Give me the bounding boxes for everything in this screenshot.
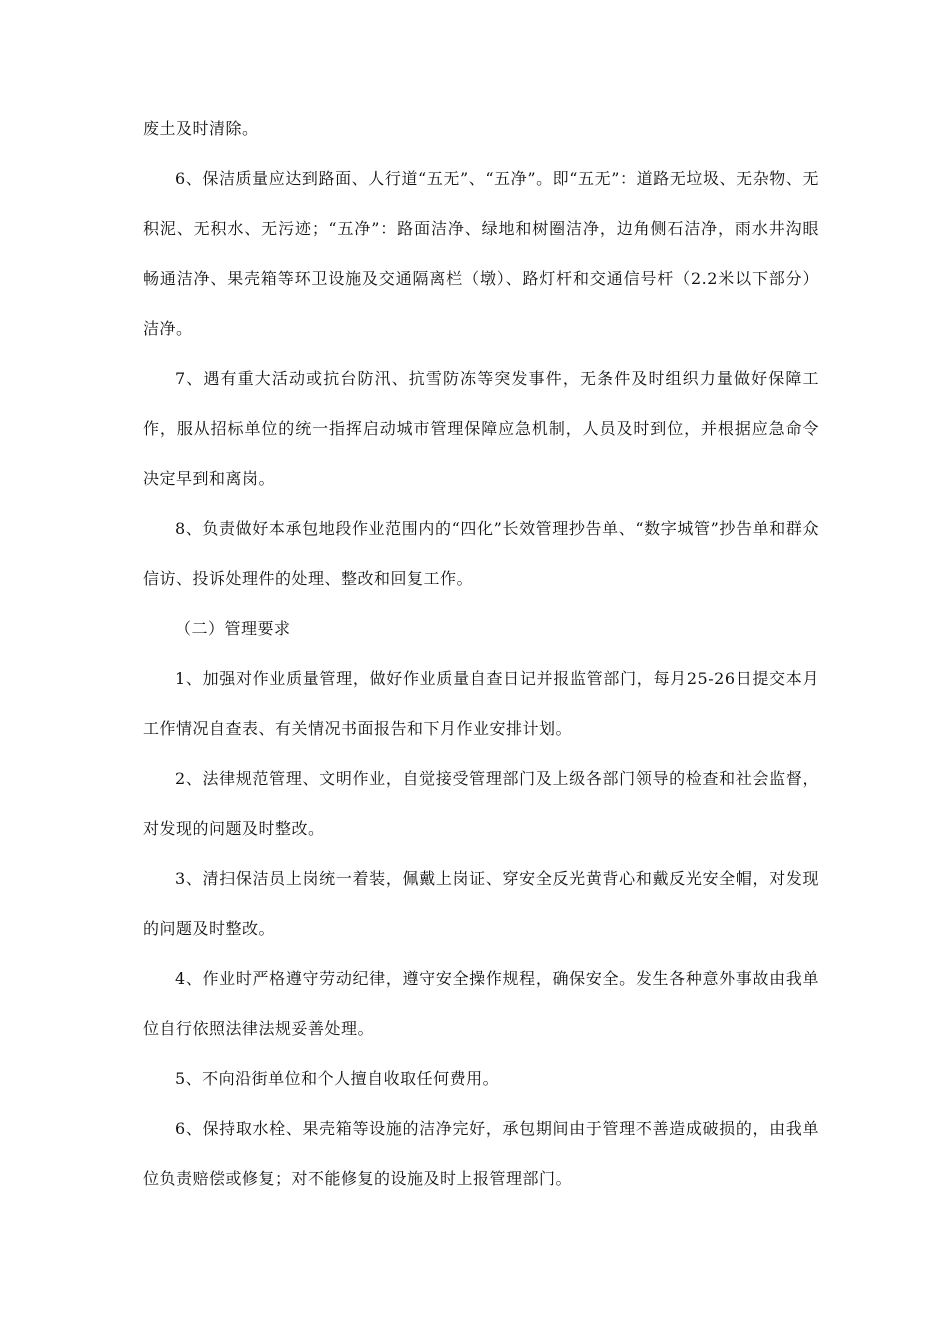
- paragraph-mgmt-item-2: 2、法律规范管理、文明作业，自觉接受管理部门及上级各部门领导的检查和社会监督，对发现的问题及时整改。: [143, 769, 819, 838]
- section-heading-management: （二）管理要求: [175, 619, 291, 638]
- paragraph-mgmt-item-4: 4、作业时严格遵守劳动纪律，遵守安全操作规程，确保安全。发生各种意外事故由我单位自行依照法律法规妥善处理。: [143, 969, 819, 1038]
- paragraph-mgmt-item-6: 6、保持取水栓、果壳箱等设施的洁净完好，承包期间由于管理不善造成破损的，由我单位负责赔偿或修复；对不能修复的设施及时上报管理部门。: [143, 1119, 819, 1188]
- paragraph-item-8-notices: 8、负责做好本承包地段作业范围内的“四化”长效管理抄告单、“数字城管”抄告单和群众信访、投诉处理件的处理、整改和回复工作。: [143, 519, 819, 588]
- paragraph-mgmt-item-1: 1、加强对作业质量管理，做好作业质量自查日记并报监管部门，每月25-26日提交本月工作情况自查表、有关情况书面报告和下月作业安排计划。: [143, 669, 819, 738]
- paragraph-item-7-emergency: 7、遇有重大活动或抗台防汛、抗雪防冻等突发事件，无条件及时组织力量做好保障工作，服从招标单位的统一指挥启动城市管理保障应急机制，人员及时到位，并根据应急命令决定早到和离岗。: [143, 369, 819, 488]
- paragraph-mgmt-item-3: 3、清扫保洁员上岗统一着装，佩戴上岗证、穿安全反光黄背心和戴反光安全帽，对发现的问题及时整改。: [143, 869, 819, 938]
- paragraph-item-6-cleaning-quality: 6、保洁质量应达到路面、人行道“五无”、“五净”。即“五无”：道路无垃圾、无杂物、无积泥、无积水、无污迹；“五净”：路面洁净、绿地和树圈洁净，边角侧石洁净，雨水井沟眼畅通洁净、果壳箱等环卫设施及交通隔离栏（墩）、路灯杆和交通信号杆（2.2米以下部分）洁净。: [143, 169, 819, 338]
- document-page: [143, 104, 819, 1204]
- paragraph-mgmt-item-5: 5、不向沿街单位和个人擅自收取任何费用。: [175, 1069, 500, 1088]
- paragraph-continuation: 废土及时清除。: [143, 119, 259, 138]
